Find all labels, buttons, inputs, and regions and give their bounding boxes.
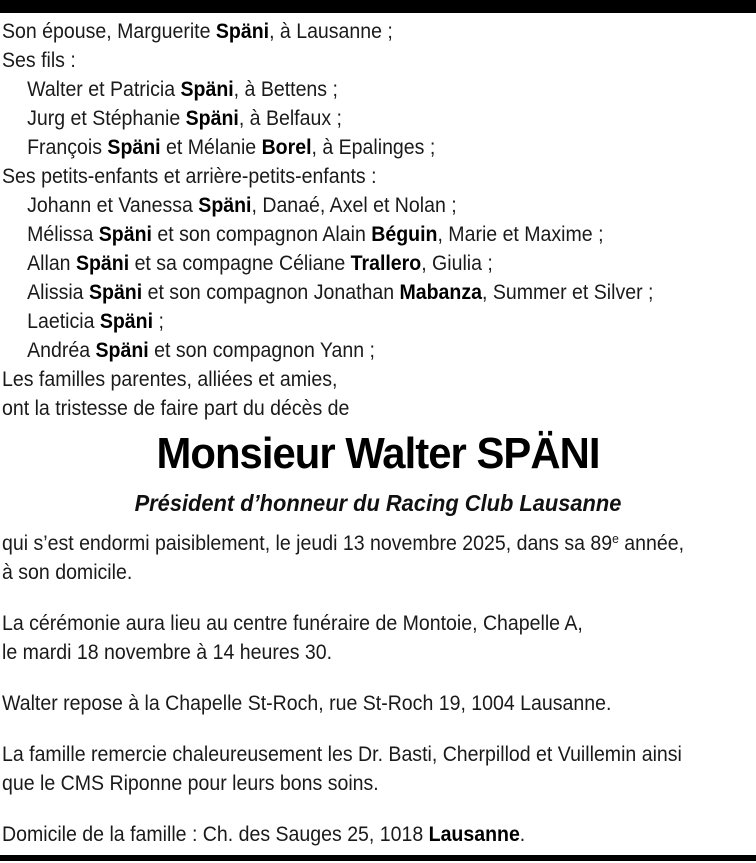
emphasized-name: Späni — [98, 223, 152, 246]
notice-line — [2, 17, 701, 46]
text-run: Walter et Patricia — [27, 78, 181, 101]
text-run: et son compagnon Jonathan — [142, 281, 400, 304]
emphasized-name: Béguin — [371, 223, 438, 246]
text-run: , Marie et Maxime ; — [437, 223, 604, 246]
emphasized-name: Borel — [261, 136, 312, 159]
emphasized-name: Späni — [180, 78, 234, 101]
text-run: et Mélanie — [160, 136, 262, 159]
notice-line — [2, 162, 701, 191]
notice-paragraph — [2, 689, 754, 718]
emphasized-name: Lausanne — [428, 823, 520, 846]
emphasized-name: Mabanza — [399, 281, 482, 304]
text-run: La cérémonie aura lieu au centre funéraire de Montoie, Chapelle A, — [2, 612, 583, 635]
emphasized-name: Späni — [198, 194, 252, 217]
deceased-name-title: Monsieur Walter SPÄNI — [156, 429, 600, 478]
notice-line — [2, 278, 701, 307]
text-run: , à Epalinges ; — [311, 136, 436, 159]
text-run: , à Bettens ; — [233, 78, 338, 101]
text-run: Laeticia — [27, 310, 100, 333]
notice-line — [2, 133, 701, 162]
text-run: , Summer et Silver ; — [481, 281, 654, 304]
notice-line — [2, 394, 701, 423]
notice-line — [2, 336, 701, 365]
notice-line — [2, 249, 701, 278]
paragraph-line — [2, 609, 701, 638]
text-run: Son épouse, Marguerite — [2, 20, 216, 43]
top-border — [0, 0, 756, 13]
notice-paragraph — [2, 820, 754, 849]
text-run: , à Belfaux ; — [238, 107, 342, 130]
text-run: qui s’est endormi paisiblement, le jeudi 13 novembre 2025, dans sa 89 — [2, 532, 613, 555]
text-run: Ses fils : — [2, 49, 76, 72]
text-run: ont la tristesse de faire part du décès de — [2, 397, 350, 420]
text-run: et son compagnon Alain — [151, 223, 372, 246]
notice-paragraph — [2, 609, 754, 667]
text-run: à son domicile. — [2, 561, 133, 584]
text-run: , à Lausanne ; — [269, 20, 393, 43]
emphasized-name: Späni — [88, 281, 143, 304]
notice-line — [2, 365, 701, 394]
honorary-title-subtitle: Président d’honneur du Racing Club Lausanne — [134, 490, 622, 516]
text-run: , Danaé, Axel et Nolan ; — [251, 194, 457, 217]
notice-paragraph — [2, 529, 754, 587]
text-run: Andréa — [27, 339, 96, 362]
text-run: et sa compagne Céliane — [129, 252, 351, 275]
text-run: Johann et Vanessa — [27, 194, 199, 217]
paragraph-line — [2, 820, 701, 849]
emphasized-name: Späni — [185, 107, 239, 130]
text-run: Alissia — [27, 281, 89, 304]
emphasized-name: Späni — [215, 20, 270, 43]
paragraph-line — [2, 638, 701, 667]
notice-line — [2, 220, 701, 249]
text-run: le mardi 18 novembre à 14 heures 30. — [2, 641, 333, 664]
notice-line — [2, 191, 701, 220]
text-run: ; — [153, 310, 164, 333]
paragraph-line — [2, 689, 701, 718]
emphasized-name: Trallero — [350, 252, 422, 275]
notice-paragraphs-block — [2, 529, 754, 849]
text-run: Allan — [27, 252, 76, 275]
text-run: Walter repose à la Chapelle St-Roch, rue St-Roch 19, 1004 Lausanne. — [2, 692, 612, 715]
text-run: Domicile de la famille : Ch. des Sauges 25, 1018 — [2, 823, 429, 846]
emphasized-name: Späni — [99, 310, 154, 333]
text-run: Ses petits-enfants et arrière-petits-enfants : — [2, 165, 377, 188]
paragraph-line — [2, 769, 701, 798]
text-run: et son compagnon Yann ; — [148, 339, 375, 362]
text-run: Les familles parentes, alliées et amies, — [2, 368, 338, 391]
family-lines-block — [2, 17, 754, 423]
notice-line — [2, 75, 701, 104]
text-run: e — [612, 531, 619, 546]
notice-line — [2, 104, 701, 133]
emphasized-name: Späni — [95, 339, 149, 362]
text-run: François — [27, 136, 108, 159]
paragraph-line — [2, 740, 701, 769]
bottom-border — [0, 855, 756, 861]
notice-line — [2, 46, 701, 75]
emphasized-name: Späni — [75, 252, 130, 275]
paragraph-line — [2, 558, 701, 587]
text-run: . — [519, 823, 526, 846]
paragraph-line — [2, 529, 701, 558]
text-run: Jurg et Stéphanie — [27, 107, 186, 130]
notice-line — [2, 307, 701, 336]
text-run: La famille remercie chaleureusement les Dr. Basti, Cherpillod et Vuillemin ainsi — [2, 743, 682, 766]
text-run: , Giulia ; — [421, 252, 493, 275]
notice-content — [0, 13, 756, 855]
emphasized-name: Späni — [107, 136, 161, 159]
text-run: que le CMS Riponne pour leurs bons soins. — [2, 772, 379, 795]
notice-paragraph — [2, 740, 754, 798]
text-run: Mélissa — [27, 223, 99, 246]
text-run: année, — [618, 532, 685, 555]
